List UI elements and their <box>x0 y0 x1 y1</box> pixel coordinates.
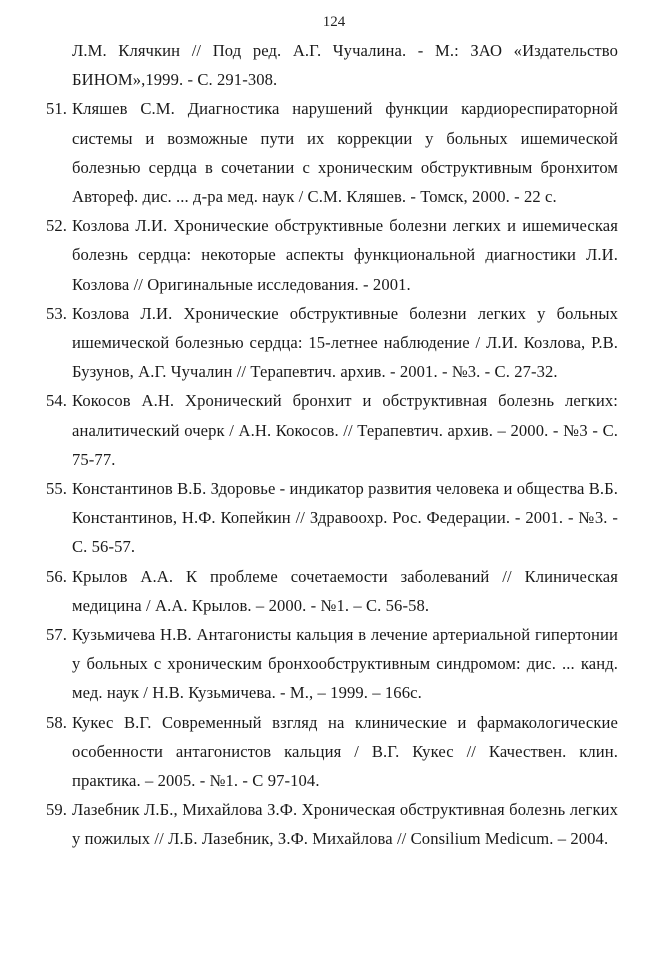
reference-text: Кукес В.Г. Современный взгляд на клинические и фармакологические особенности антагонистов кальция / В.Г. Кукес // Качествен. клин. практика. – 2005. - №1. - С 97-104. <box>72 712 618 791</box>
reference-text: Козлова Л.И. Хронические обструктивные болезни легких и ишемическая болезнь сердца: некоторые аспекты функциональной диагностики Л.И. Козлова // Оригинальные исследования. - 2001. <box>72 216 618 294</box>
reference-item <box>46 708 618 796</box>
reference-number: 55. <box>46 479 68 499</box>
reference-number: 57. <box>46 625 68 645</box>
reference-item <box>46 94 618 211</box>
reference-text: Крылов А.А. К проблеме сочетаемости заболеваний // Клиническая медицина / А.А. Крылов. – 2000. - №1. – С. 56-58. <box>72 566 618 615</box>
reference-text: Константинов В.Б. Здоровье - индикатор развития человека и общества В.Б. Константинов, Н.Ф. Копейкин // Здравоохр. Рос. Федерации. - 2001. - №3. - С. 56-57. <box>72 479 618 557</box>
reference-item <box>46 299 618 387</box>
reference-text: Кокосов А.Н. Хронический бронхит и обструктивная болезнь легких: аналитический очерк / А.Н. Кокосов. // Терапевтич. архив. – 2000. - №3 - С. 75-77. <box>72 391 618 469</box>
reference-item <box>46 211 618 299</box>
reference-text: Кузьмичева Н.В. Антагонисты кальция в лечение артериальной гипертонии у больных с хроническим бронхообструктивным синдромом: дис. ... канд. мед. наук / Н.В. Кузьмичева. - М., – 1999. – 166с. <box>72 625 618 703</box>
reference-text: Л.М. Клячкин // Под ред. А.Г. Чучалина. - М.: ЗАО «Издательство БИНОМ»,1999. - С. 291-308. <box>72 41 618 90</box>
reference-item <box>46 562 618 620</box>
reference-number: 56. <box>46 566 68 586</box>
reference-item <box>46 386 618 474</box>
reference-item <box>46 795 618 853</box>
reference-item <box>46 620 618 708</box>
reference-text: Козлова Л.И. Хронические обструктивные болезни легких у больных ишемической болезнью сердца: 15-летнее наблюдение / Л.И. Козлова, Р.В. Бузунов, А.Г. Чучалин // Терапевтич. архив. - 2001. - №3. - С. 27-32. <box>72 303 618 382</box>
reference-item <box>46 474 618 562</box>
reference-text: Лазебник Л.Б., Михайлова З.Ф. Хроническая обструктивная болезнь легких у пожилых // Л.Б. Лазебник, З.Ф. Михайлова // Consilium Medicum. – 2004. <box>72 800 618 849</box>
reference-number: 59. <box>46 800 68 820</box>
reference-text: Кляшев С.М. Диагностика нарушений функции кардиореспираторной системы и возможные пути их коррекции у больных ишемической болезнью сердца в сочетании с хроническим обструктивным бронхитом Автореф. дис. ... д-ра мед. наук / С.М. Кляшев. - Томск, 2000. - 22 с. <box>72 99 618 207</box>
reference-item <box>46 36 618 94</box>
reference-list <box>46 36 618 854</box>
reference-number: 54. <box>46 391 68 411</box>
reference-number: 58. <box>46 712 68 732</box>
page-number: 124 <box>322 14 346 30</box>
reference-number: 51. <box>46 99 68 119</box>
reference-number: 53. <box>46 303 68 323</box>
reference-number: 52. <box>46 216 68 236</box>
